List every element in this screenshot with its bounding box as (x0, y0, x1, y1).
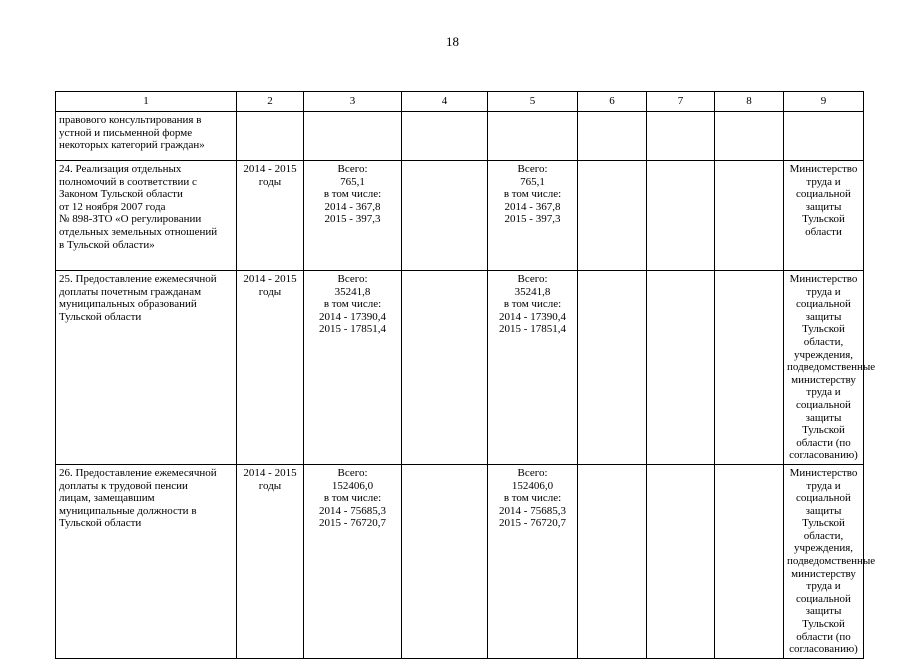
period-cell (237, 464, 304, 658)
responsible-cell (784, 161, 864, 271)
funding-total-cell (304, 464, 402, 658)
funding-source-cell-line: в том числе: (503, 298, 562, 311)
funding-source-cell-line: в том числе: (503, 492, 562, 505)
responsible-cell-line: защиты Тульской (802, 504, 845, 530)
measure-name (56, 464, 237, 658)
table-row (56, 271, 864, 465)
empty-cell (402, 464, 488, 658)
funding-source-cell-line: 2015 - 397,3 (504, 213, 561, 226)
funding-source-cell-line: Всего: (517, 466, 548, 479)
responsible-cell-line: области (805, 225, 842, 238)
measure-name-line: Тульской области (59, 517, 142, 530)
measure-name-line: в Тульской области» (59, 238, 155, 251)
period-cell-line: 2014 - 2015 (243, 466, 297, 479)
empty-cell (647, 271, 715, 465)
measure-name-line: доплаты почетным гражданам (59, 285, 202, 298)
responsible-cell-line: области, (803, 529, 844, 542)
empty-cell (715, 112, 784, 161)
responsible-cell-line: подведомственные (787, 555, 876, 568)
funding-source-cell-line: Всего: (517, 273, 548, 285)
responsible-cell-line: Министерство (789, 466, 858, 479)
responsible-cell-line: труда и социальной (796, 386, 851, 411)
responsible-cell-line: труда и социальной (796, 285, 851, 311)
funding-total-cell-line: в том числе: (323, 492, 382, 505)
funding-total-cell (304, 112, 402, 161)
responsible-cell-line: области (по (796, 436, 851, 449)
measure-name (56, 161, 237, 271)
page-number: 18 (446, 34, 459, 49)
funding-total-cell-line: 2015 - 76720,7 (319, 517, 386, 530)
responsible-cell-line: труда и социальной (796, 479, 851, 505)
responsible-cell-line: министерству (791, 373, 856, 386)
responsible-cell-line: согласованию) (789, 643, 858, 656)
responsible-cell (784, 271, 876, 465)
funding-source-cell-line: 2014 - 75685,3 (499, 504, 566, 517)
table-row (56, 112, 864, 161)
measure-name-line: некоторых категорий граждан» (59, 139, 205, 152)
empty-cell (402, 161, 488, 271)
responsible-cell-line: министерству (791, 567, 856, 580)
period-cell-line: годы (258, 479, 282, 492)
period-cell (237, 271, 304, 465)
empty-cell (715, 464, 784, 658)
program-table (55, 91, 876, 659)
period-cell-line: 2014 - 2015 (243, 163, 297, 175)
empty-cell (578, 112, 647, 161)
funding-total-cell-line: 2014 - 75685,3 (319, 504, 386, 517)
measure-name-line: 24. Реализация отдельных (59, 163, 182, 175)
column-header: 6 (578, 92, 647, 112)
column-header: 8 (715, 92, 784, 112)
measure-name-line: доплаты к трудовой пенсии (59, 479, 188, 492)
funding-total-cell-line: в том числе: (323, 298, 382, 311)
empty-cell (715, 161, 784, 271)
funding-source-cell (488, 464, 578, 658)
empty-cell (402, 271, 488, 465)
measure-name-line: № 898-ЗТО «О регулировании (59, 213, 202, 226)
empty-cell (715, 271, 784, 465)
column-header: 9 (784, 92, 864, 112)
funding-total-cell-line: 2015 - 17851,4 (319, 323, 386, 336)
funding-source-cell-line: 35241,8 (514, 285, 551, 298)
responsible-cell-line: Министерство (789, 163, 858, 175)
column-header: 4 (402, 92, 488, 112)
period-cell (237, 112, 304, 161)
funding-total-cell-line: Всего: (337, 273, 368, 285)
measure-name-line: устной и письменной форме (59, 126, 193, 139)
funding-source-cell (488, 271, 578, 465)
period-cell-line: годы (258, 175, 282, 188)
measure-name-line: Тульской области (59, 310, 142, 323)
measure-name-line: 25. Предоставление ежемесячной (59, 273, 217, 285)
funding-source-cell (488, 112, 578, 161)
responsible-cell-line: защиты Тульской (802, 200, 845, 226)
empty-cell (578, 271, 647, 465)
period-cell-line: годы (258, 285, 282, 298)
measure-name-line: 26. Предоставление ежемесячной (59, 466, 217, 479)
funding-source-cell-line: Всего: (517, 163, 548, 175)
responsible-cell-line: труда и социальной (796, 580, 851, 605)
funding-total-cell-line: 2014 - 17390,4 (319, 310, 386, 323)
responsible-cell-line: подведомственные (787, 361, 876, 374)
empty-cell (647, 112, 715, 161)
responsible-cell-line: защиты Тульской (802, 411, 845, 437)
measure-name (56, 271, 237, 465)
responsible-cell-line: учреждения, (793, 348, 854, 361)
responsible-cell-line: труда и социальной (796, 175, 851, 201)
column-header: 7 (647, 92, 715, 112)
funding-total-cell-line: Всего: (337, 466, 368, 479)
empty-cell (647, 464, 715, 658)
empty-cell (402, 112, 488, 161)
funding-source-cell-line: 2015 - 17851,4 (499, 323, 566, 336)
measure-name-line: муниципальные должности в (59, 504, 197, 517)
column-header: 3 (304, 92, 402, 112)
column-header: 1 (56, 92, 237, 112)
column-header: 5 (488, 92, 578, 112)
empty-cell (647, 161, 715, 271)
responsible-cell-line: защиты Тульской (802, 605, 845, 631)
responsible-cell-line: защиты Тульской (802, 310, 845, 336)
responsible-cell-line: области (по (796, 630, 851, 643)
funding-total-cell-line: Всего: (337, 163, 368, 175)
funding-total-cell-line: 2015 - 397,3 (324, 213, 381, 226)
responsible-cell-line: Министерство (789, 273, 858, 285)
funding-source-cell-line: 2015 - 76720,7 (499, 517, 566, 530)
measure-name-line: отдельных земельных отношений (59, 225, 218, 238)
table-row (56, 161, 864, 271)
funding-source-cell-line: 2014 - 17390,4 (499, 310, 566, 323)
measure-name-line: Законом Тульской области (59, 188, 183, 201)
funding-total-cell-line: 2014 - 367,8 (324, 200, 381, 213)
funding-total-cell-line: 152406,0 (331, 479, 374, 492)
period-cell-line: 2014 - 2015 (243, 273, 297, 285)
funding-source-cell-line: 765,1 (520, 175, 545, 188)
funding-total-cell (304, 271, 402, 465)
measure-name-line: правового консультирования в (59, 114, 202, 126)
funding-source-cell-line: 2014 - 367,8 (504, 200, 561, 213)
funding-source-cell-line: в том числе: (503, 188, 562, 201)
funding-source-cell-line: 152406,0 (511, 479, 554, 492)
measure-name-line: муниципальных образований (59, 298, 197, 311)
funding-source-cell (488, 161, 578, 271)
measure-name-line: от 12 ноября 2007 года (59, 200, 166, 213)
table-row (56, 464, 864, 658)
responsible-cell-line: области, (803, 335, 844, 348)
measure-name-line: полномочий в соответствии с (59, 175, 197, 188)
funding-total-cell-line: 35241,8 (334, 285, 371, 298)
funding-total-cell (304, 161, 402, 271)
funding-total-cell-line: 765,1 (340, 175, 365, 188)
column-header: 2 (237, 92, 304, 112)
period-cell (237, 161, 304, 271)
funding-total-cell-line: в том числе: (323, 188, 382, 201)
responsible-cell-line: согласованию) (789, 449, 858, 462)
header-row (56, 92, 864, 112)
responsible-cell (784, 464, 876, 658)
measure-name (56, 112, 237, 161)
responsible-cell (784, 112, 864, 161)
empty-cell (578, 161, 647, 271)
measure-name-line: лицам, замещавшим (59, 492, 155, 505)
empty-cell (578, 464, 647, 658)
responsible-cell-line: учреждения, (793, 542, 854, 555)
